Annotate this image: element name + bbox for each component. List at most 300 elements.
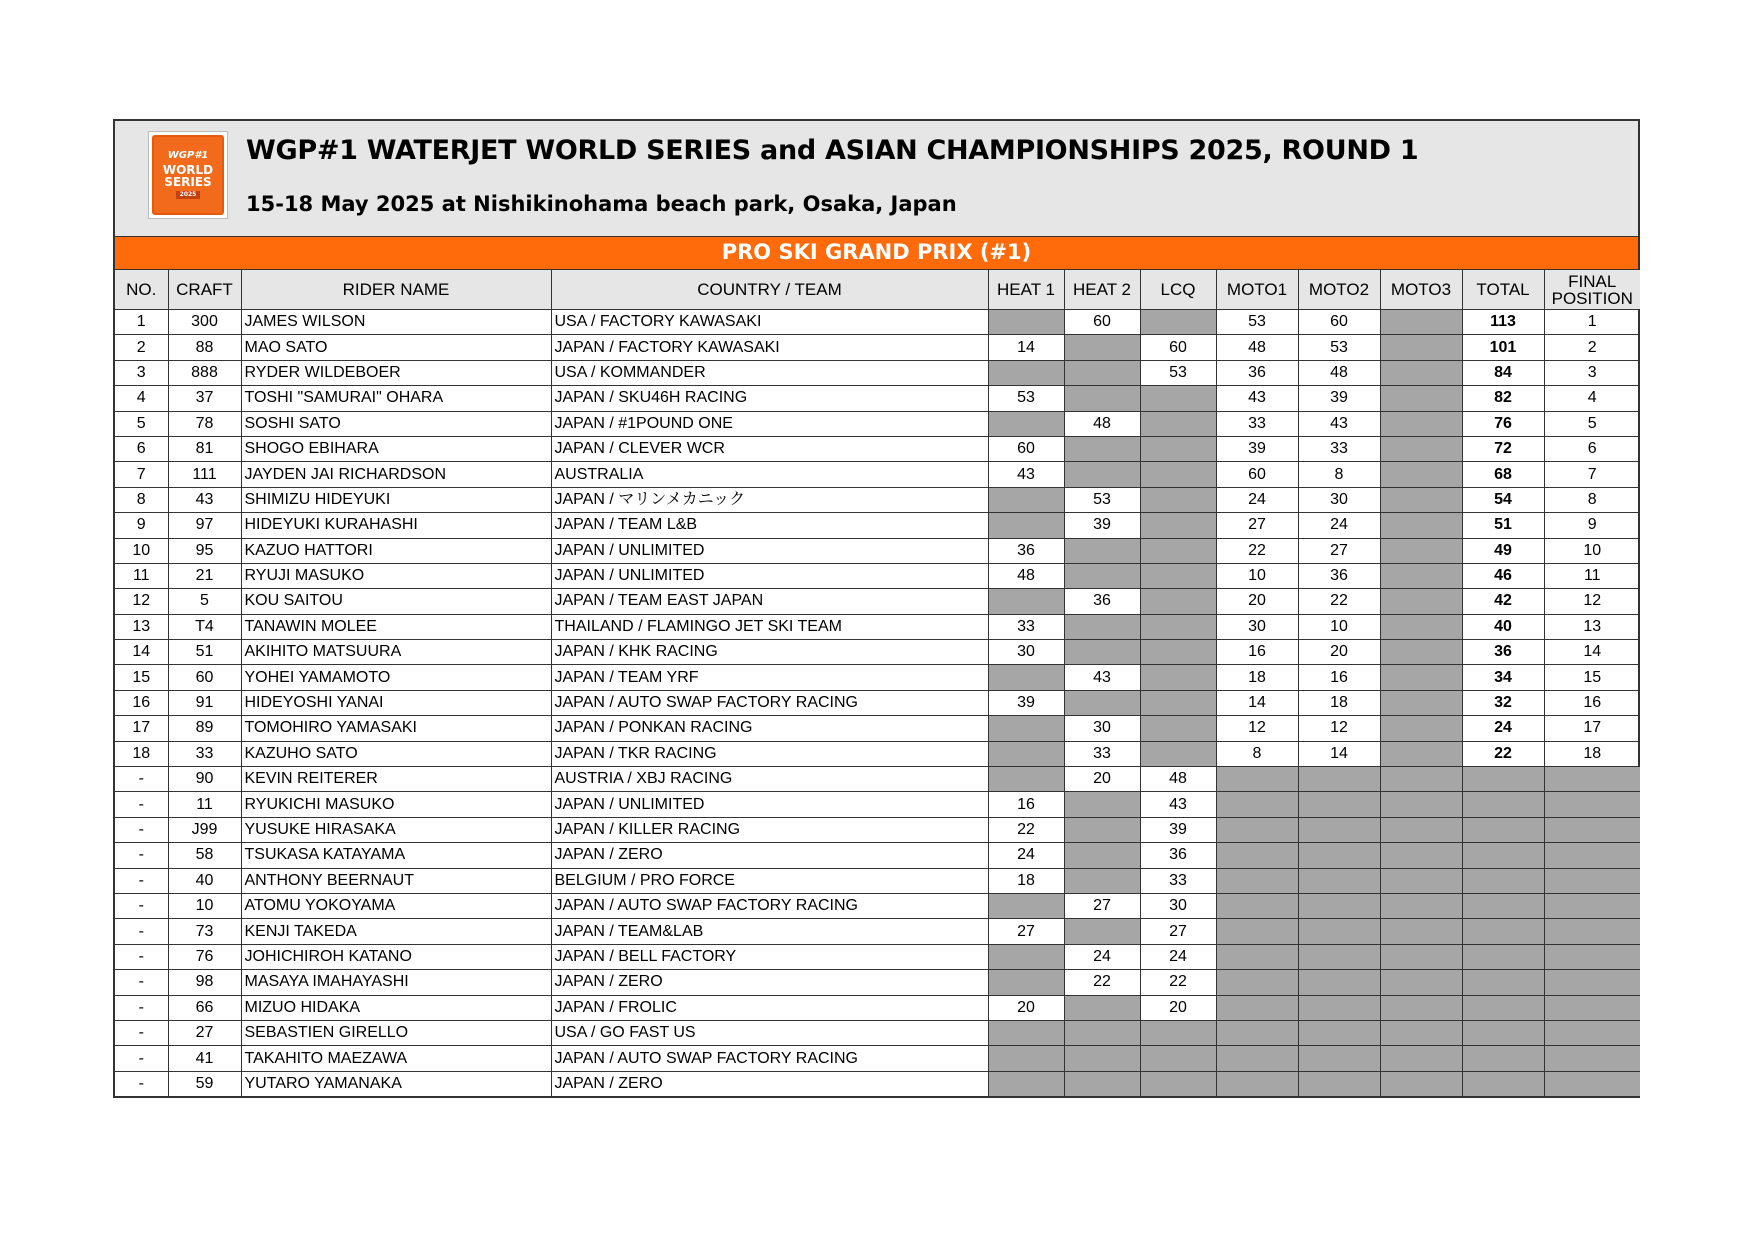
cell-no: -	[115, 893, 168, 918]
cell-heat1: 18	[988, 868, 1064, 893]
cell-no: -	[115, 995, 168, 1020]
cell-heat1: 14	[988, 335, 1064, 360]
cell-moto1	[1216, 767, 1298, 792]
cell-moto1: 12	[1216, 716, 1298, 741]
cell-moto2: 14	[1298, 741, 1380, 766]
cell-heat1: 36	[988, 538, 1064, 563]
cell-team: THAILAND / FLAMINGO JET SKI TEAM	[551, 614, 988, 639]
col-header-heat1: HEAT 1	[988, 270, 1064, 310]
cell-lcq	[1140, 1020, 1216, 1045]
col-header-rider: RIDER NAME	[241, 270, 551, 310]
cell-moto1	[1216, 995, 1298, 1020]
cell-total	[1462, 1071, 1544, 1096]
cell-no: -	[115, 843, 168, 868]
cell-moto2: 27	[1298, 538, 1380, 563]
cell-final: 1	[1544, 310, 1640, 335]
cell-heat1	[988, 589, 1064, 614]
cell-heat2	[1064, 360, 1140, 385]
table-row	[115, 995, 1640, 1020]
table-row	[115, 843, 1640, 868]
cell-final	[1544, 767, 1640, 792]
cell-rider: JAYDEN JAI RICHARDSON	[241, 462, 551, 487]
cell-no: 6	[115, 436, 168, 461]
table-row	[115, 386, 1640, 411]
cell-rider: SHIMIZU HIDEYUKI	[241, 487, 551, 512]
cell-moto2	[1298, 893, 1380, 918]
cell-heat2: 30	[1064, 716, 1140, 741]
cell-moto1	[1216, 817, 1298, 842]
cell-moto1	[1216, 792, 1298, 817]
cell-rider: KAZUO HATTORI	[241, 538, 551, 563]
cell-moto2	[1298, 767, 1380, 792]
cell-lcq: 33	[1140, 868, 1216, 893]
cell-total: 51	[1462, 513, 1544, 538]
cell-final: 9	[1544, 513, 1640, 538]
cell-craft: T4	[168, 614, 241, 639]
cell-moto3	[1380, 436, 1462, 461]
cell-final: 18	[1544, 741, 1640, 766]
cell-team: JAPAN / UNLIMITED	[551, 792, 988, 817]
cell-moto3	[1380, 487, 1462, 512]
cell-no: -	[115, 1046, 168, 1071]
cell-heat2	[1064, 843, 1140, 868]
cell-heat2: 36	[1064, 589, 1140, 614]
cell-moto2: 10	[1298, 614, 1380, 639]
cell-moto2: 33	[1298, 436, 1380, 461]
cell-craft: 10	[168, 893, 241, 918]
cell-lcq	[1140, 386, 1216, 411]
cell-craft: 91	[168, 690, 241, 715]
cell-moto1	[1216, 843, 1298, 868]
cell-rider: KENJI TAKEDA	[241, 919, 551, 944]
cell-lcq	[1140, 513, 1216, 538]
cell-total: 42	[1462, 589, 1544, 614]
cell-team: JAPAN / ZERO	[551, 843, 988, 868]
cell-craft: 81	[168, 436, 241, 461]
cell-moto2: 8	[1298, 462, 1380, 487]
cell-team: JAPAN / FROLIC	[551, 995, 988, 1020]
cell-craft: 97	[168, 513, 241, 538]
cell-final	[1544, 1020, 1640, 1045]
cell-heat2	[1064, 386, 1140, 411]
cell-rider: ANTHONY BEERNAUT	[241, 868, 551, 893]
cell-rider: ATOMU YOKOYAMA	[241, 893, 551, 918]
cell-craft: 111	[168, 462, 241, 487]
table-row	[115, 436, 1640, 461]
cell-moto2	[1298, 919, 1380, 944]
cell-heat2: 43	[1064, 665, 1140, 690]
table-row	[115, 360, 1640, 385]
col-header-lcq: LCQ	[1140, 270, 1216, 310]
cell-craft: 60	[168, 665, 241, 690]
cell-rider: MIZUO HIDAKA	[241, 995, 551, 1020]
cell-moto2	[1298, 995, 1380, 1020]
cell-rider: KAZUHO SATO	[241, 741, 551, 766]
world-series-logo	[148, 131, 228, 219]
cell-moto2: 53	[1298, 335, 1380, 360]
cell-total	[1462, 944, 1544, 969]
cell-rider: MASAYA IMAHAYASHI	[241, 970, 551, 995]
event-title-bar: PRO SKI GRAND PRIX (#1)	[115, 237, 1638, 270]
cell-heat2: 27	[1064, 893, 1140, 918]
col-header-team: COUNTRY / TEAM	[551, 270, 988, 310]
cell-heat1	[988, 487, 1064, 512]
cell-moto3	[1380, 411, 1462, 436]
cell-final: 4	[1544, 386, 1640, 411]
cell-no: 14	[115, 640, 168, 665]
cell-moto1: 14	[1216, 690, 1298, 715]
cell-final: 15	[1544, 665, 1640, 690]
cell-total	[1462, 843, 1544, 868]
cell-moto3	[1380, 995, 1462, 1020]
cell-craft: 95	[168, 538, 241, 563]
cell-lcq: 48	[1140, 767, 1216, 792]
cell-craft: 88	[168, 335, 241, 360]
cell-heat1: 22	[988, 817, 1064, 842]
cell-moto2: 16	[1298, 665, 1380, 690]
cell-heat1	[988, 1020, 1064, 1045]
cell-craft: 58	[168, 843, 241, 868]
cell-moto3	[1380, 792, 1462, 817]
cell-rider: YUTARO YAMANAKA	[241, 1071, 551, 1096]
cell-lcq	[1140, 589, 1216, 614]
cell-moto2: 39	[1298, 386, 1380, 411]
cell-rider: JAMES WILSON	[241, 310, 551, 335]
table-row	[115, 640, 1640, 665]
cell-total: 34	[1462, 665, 1544, 690]
cell-no: 4	[115, 386, 168, 411]
cell-craft: J99	[168, 817, 241, 842]
cell-total	[1462, 1046, 1544, 1071]
cell-moto3	[1380, 716, 1462, 741]
cell-rider: JOHICHIROH KATANO	[241, 944, 551, 969]
cell-moto3	[1380, 919, 1462, 944]
cell-lcq: 20	[1140, 995, 1216, 1020]
cell-no: 1	[115, 310, 168, 335]
cell-moto2: 30	[1298, 487, 1380, 512]
cell-moto3	[1380, 970, 1462, 995]
cell-moto1: 48	[1216, 335, 1298, 360]
logo-wgp-text: WGP#1	[167, 150, 209, 161]
cell-total: 49	[1462, 538, 1544, 563]
table-row	[115, 1020, 1640, 1045]
cell-lcq: 30	[1140, 893, 1216, 918]
table-row	[115, 310, 1640, 335]
document-header	[115, 121, 1638, 237]
cell-moto1	[1216, 893, 1298, 918]
cell-craft: 300	[168, 310, 241, 335]
cell-final	[1544, 893, 1640, 918]
cell-heat1: 27	[988, 919, 1064, 944]
cell-total: 54	[1462, 487, 1544, 512]
cell-moto3	[1380, 817, 1462, 842]
cell-lcq: 22	[1140, 970, 1216, 995]
cell-moto1: 22	[1216, 538, 1298, 563]
cell-moto1: 36	[1216, 360, 1298, 385]
cell-lcq	[1140, 462, 1216, 487]
cell-team: JAPAN / BELL FACTORY	[551, 944, 988, 969]
cell-craft: 11	[168, 792, 241, 817]
cell-team: JAPAN / KHK RACING	[551, 640, 988, 665]
results-sheet	[113, 119, 1640, 1098]
cell-heat2: 22	[1064, 970, 1140, 995]
cell-total: 68	[1462, 462, 1544, 487]
cell-final: 6	[1544, 436, 1640, 461]
cell-team: JAPAN / ZERO	[551, 970, 988, 995]
cell-heat2	[1064, 792, 1140, 817]
cell-craft: 27	[168, 1020, 241, 1045]
cell-total: 84	[1462, 360, 1544, 385]
cell-total	[1462, 995, 1544, 1020]
cell-heat2	[1064, 919, 1140, 944]
cell-moto1	[1216, 1046, 1298, 1071]
cell-craft: 21	[168, 563, 241, 588]
cell-moto1: 30	[1216, 614, 1298, 639]
cell-lcq	[1140, 411, 1216, 436]
cell-moto1: 24	[1216, 487, 1298, 512]
cell-final	[1544, 944, 1640, 969]
cell-no: 10	[115, 538, 168, 563]
cell-heat1	[988, 767, 1064, 792]
cell-moto1: 27	[1216, 513, 1298, 538]
cell-total	[1462, 893, 1544, 918]
cell-no: 13	[115, 614, 168, 639]
cell-total	[1462, 817, 1544, 842]
logo-series-text: SERIES	[164, 175, 212, 189]
cell-moto2: 12	[1298, 716, 1380, 741]
cell-craft: 59	[168, 1071, 241, 1096]
cell-heat2: 53	[1064, 487, 1140, 512]
col-header-moto1: MOTO1	[1216, 270, 1298, 310]
cell-total: 82	[1462, 386, 1544, 411]
cell-heat1	[988, 716, 1064, 741]
cell-lcq	[1140, 563, 1216, 588]
cell-team: JAPAN / TKR RACING	[551, 741, 988, 766]
table-row	[115, 817, 1640, 842]
col-header-total: TOTAL	[1462, 270, 1544, 310]
logo-year-text: 2025	[176, 191, 201, 199]
cell-no: -	[115, 944, 168, 969]
cell-team: JAPAN / UNLIMITED	[551, 538, 988, 563]
cell-moto3	[1380, 513, 1462, 538]
cell-no: -	[115, 1071, 168, 1096]
cell-moto1	[1216, 1071, 1298, 1096]
cell-heat1	[988, 741, 1064, 766]
cell-moto2	[1298, 1020, 1380, 1045]
cell-no: 2	[115, 335, 168, 360]
cell-craft: 78	[168, 411, 241, 436]
cell-moto1	[1216, 868, 1298, 893]
cell-final	[1544, 1071, 1640, 1096]
cell-craft: 90	[168, 767, 241, 792]
cell-no: 3	[115, 360, 168, 385]
cell-no: 9	[115, 513, 168, 538]
cell-heat2	[1064, 335, 1140, 360]
cell-final: 10	[1544, 538, 1640, 563]
table-row	[115, 690, 1640, 715]
cell-heat1: 30	[988, 640, 1064, 665]
cell-lcq	[1140, 690, 1216, 715]
col-header-moto2: MOTO2	[1298, 270, 1380, 310]
cell-moto1: 39	[1216, 436, 1298, 461]
cell-heat2	[1064, 614, 1140, 639]
cell-total: 24	[1462, 716, 1544, 741]
cell-rider: TANAWIN MOLEE	[241, 614, 551, 639]
table-row	[115, 665, 1640, 690]
cell-final	[1544, 995, 1640, 1020]
cell-rider: SOSHI SATO	[241, 411, 551, 436]
cell-moto2	[1298, 1071, 1380, 1096]
cell-moto3	[1380, 767, 1462, 792]
cell-team: BELGIUM / PRO FORCE	[551, 868, 988, 893]
cell-heat2	[1064, 640, 1140, 665]
cell-rider: AKIHITO MATSUURA	[241, 640, 551, 665]
cell-heat2: 20	[1064, 767, 1140, 792]
table-row	[115, 1046, 1640, 1071]
cell-lcq	[1140, 1071, 1216, 1096]
cell-rider: RYDER WILDEBOER	[241, 360, 551, 385]
cell-heat1	[988, 944, 1064, 969]
cell-craft: 40	[168, 868, 241, 893]
cell-team: JAPAN / PONKAN RACING	[551, 716, 988, 741]
cell-heat2: 60	[1064, 310, 1140, 335]
cell-final: 16	[1544, 690, 1640, 715]
cell-no: -	[115, 817, 168, 842]
table-row	[115, 563, 1640, 588]
cell-final: 3	[1544, 360, 1640, 385]
cell-total: 113	[1462, 310, 1544, 335]
cell-moto1	[1216, 944, 1298, 969]
cell-moto3	[1380, 868, 1462, 893]
col-header-final-position: FINAL POSITION	[1544, 270, 1640, 310]
cell-heat1	[988, 893, 1064, 918]
cell-heat1: 33	[988, 614, 1064, 639]
cell-team: JAPAN / AUTO SWAP FACTORY RACING	[551, 690, 988, 715]
cell-final: 12	[1544, 589, 1640, 614]
cell-craft: 37	[168, 386, 241, 411]
table-row	[115, 792, 1640, 817]
cell-moto2: 24	[1298, 513, 1380, 538]
table-row	[115, 487, 1640, 512]
cell-lcq	[1140, 665, 1216, 690]
cell-team: JAPAN / ZERO	[551, 1071, 988, 1096]
cell-total	[1462, 868, 1544, 893]
cell-no: 7	[115, 462, 168, 487]
cell-lcq	[1140, 741, 1216, 766]
cell-moto1: 33	[1216, 411, 1298, 436]
cell-moto1: 53	[1216, 310, 1298, 335]
cell-heat1: 43	[988, 462, 1064, 487]
cell-team: JAPAN / CLEVER WCR	[551, 436, 988, 461]
cell-total	[1462, 970, 1544, 995]
cell-heat1: 16	[988, 792, 1064, 817]
cell-total	[1462, 1020, 1544, 1045]
cell-rider: HIDEYUKI KURAHASHI	[241, 513, 551, 538]
cell-team: USA / GO FAST US	[551, 1020, 988, 1045]
cell-heat2	[1064, 462, 1140, 487]
cell-lcq	[1140, 614, 1216, 639]
cell-moto2	[1298, 817, 1380, 842]
cell-total	[1462, 792, 1544, 817]
cell-moto3	[1380, 893, 1462, 918]
cell-heat1: 53	[988, 386, 1064, 411]
cell-final	[1544, 843, 1640, 868]
cell-moto1: 20	[1216, 589, 1298, 614]
cell-moto2	[1298, 970, 1380, 995]
cell-lcq	[1140, 487, 1216, 512]
col-header-craft: CRAFT	[168, 270, 241, 310]
cell-no: 8	[115, 487, 168, 512]
cell-no: -	[115, 767, 168, 792]
cell-moto3	[1380, 462, 1462, 487]
cell-lcq: 53	[1140, 360, 1216, 385]
table-row	[115, 893, 1640, 918]
cell-lcq: 60	[1140, 335, 1216, 360]
cell-final: 8	[1544, 487, 1640, 512]
cell-moto3	[1380, 310, 1462, 335]
table-row	[115, 589, 1640, 614]
table-row	[115, 970, 1640, 995]
cell-moto2	[1298, 868, 1380, 893]
cell-moto3	[1380, 589, 1462, 614]
cell-lcq	[1140, 640, 1216, 665]
col-header-no: NO.	[115, 270, 168, 310]
cell-moto1	[1216, 1020, 1298, 1045]
cell-moto3	[1380, 1071, 1462, 1096]
cell-team: JAPAN / KILLER RACING	[551, 817, 988, 842]
cell-moto2: 36	[1298, 563, 1380, 588]
cell-team: JAPAN / FACTORY KAWASAKI	[551, 335, 988, 360]
cell-heat1	[988, 513, 1064, 538]
cell-moto3	[1380, 614, 1462, 639]
cell-lcq: 39	[1140, 817, 1216, 842]
cell-no: 15	[115, 665, 168, 690]
cell-team: JAPAN / AUTO SWAP FACTORY RACING	[551, 1046, 988, 1071]
cell-team: USA / KOMMANDER	[551, 360, 988, 385]
cell-craft: 33	[168, 741, 241, 766]
cell-team: AUSTRIA / XBJ RACING	[551, 767, 988, 792]
cell-heat2	[1064, 1046, 1140, 1071]
cell-moto3	[1380, 843, 1462, 868]
results-table	[115, 270, 1640, 1096]
cell-final: 13	[1544, 614, 1640, 639]
cell-lcq: 27	[1140, 919, 1216, 944]
cell-heat1: 39	[988, 690, 1064, 715]
cell-lcq: 36	[1140, 843, 1216, 868]
cell-moto2: 43	[1298, 411, 1380, 436]
cell-moto2: 18	[1298, 690, 1380, 715]
cell-moto2	[1298, 843, 1380, 868]
cell-no: 5	[115, 411, 168, 436]
cell-total: 46	[1462, 563, 1544, 588]
cell-heat2	[1064, 817, 1140, 842]
cell-total	[1462, 919, 1544, 944]
cell-moto2: 22	[1298, 589, 1380, 614]
cell-no: -	[115, 792, 168, 817]
cell-heat1	[988, 411, 1064, 436]
cell-heat2	[1064, 690, 1140, 715]
cell-final: 11	[1544, 563, 1640, 588]
table-header-row	[115, 270, 1640, 310]
table-row	[115, 868, 1640, 893]
cell-craft: 98	[168, 970, 241, 995]
cell-heat2: 48	[1064, 411, 1140, 436]
cell-craft: 66	[168, 995, 241, 1020]
cell-moto3	[1380, 386, 1462, 411]
cell-rider: KEVIN REITERER	[241, 767, 551, 792]
cell-heat1	[988, 970, 1064, 995]
cell-moto3	[1380, 741, 1462, 766]
